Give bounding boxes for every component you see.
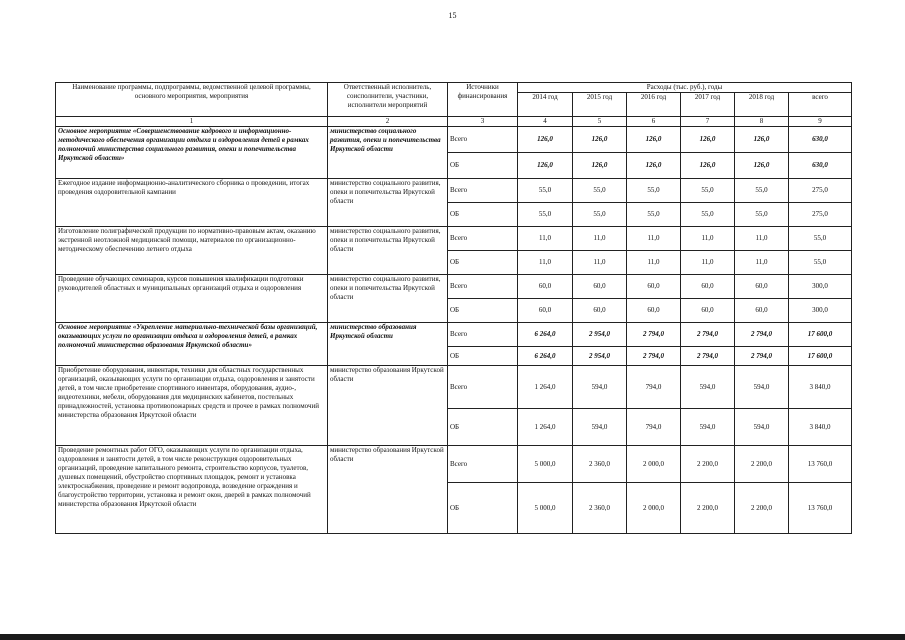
year-value: 2 000,0: [627, 446, 681, 483]
responsible-executor: министерство социального развития, опеки и попечительства Иркутской области: [328, 127, 448, 179]
year-value: 60,0: [573, 299, 627, 323]
header-year: 2014 год: [518, 93, 573, 117]
total-value: 630,0: [789, 153, 852, 179]
year-value: 2 794,0: [681, 323, 735, 347]
page-number: 15: [448, 11, 457, 20]
year-value: 126,0: [573, 127, 627, 153]
total-value: 17 600,0: [789, 323, 852, 347]
year-value: 594,0: [573, 366, 627, 409]
table-row: [56, 127, 852, 153]
funding-source: ОБ: [448, 251, 518, 275]
total-value: 3 840,0: [789, 366, 852, 409]
total-value: 275,0: [789, 203, 852, 227]
year-value: 2 200,0: [735, 446, 789, 483]
year-value: 1 264,0: [518, 366, 573, 409]
funding-source: ОБ: [448, 483, 518, 534]
column-number: 7: [681, 117, 735, 127]
total-value: 17 600,0: [789, 347, 852, 366]
year-value: 2 794,0: [681, 347, 735, 366]
year-value: 5 000,0: [518, 483, 573, 534]
funding-source: ОБ: [448, 203, 518, 227]
year-value: 594,0: [735, 409, 789, 446]
year-value: 55,0: [681, 179, 735, 203]
year-value: 126,0: [735, 127, 789, 153]
year-value: 594,0: [573, 409, 627, 446]
year-value: 60,0: [735, 275, 789, 299]
year-value: 11,0: [735, 251, 789, 275]
year-value: 126,0: [573, 153, 627, 179]
funding-source: Всего: [448, 366, 518, 409]
year-value: 794,0: [627, 366, 681, 409]
header-year: 2018 год: [735, 93, 789, 117]
budget-table: [55, 82, 852, 534]
year-value: 55,0: [573, 179, 627, 203]
responsible-executor: министерство социального развития, опеки и попечительства Иркутской области: [328, 275, 448, 323]
year-value: 2 794,0: [735, 347, 789, 366]
year-value: 1 264,0: [518, 409, 573, 446]
header-year: 2015 год: [573, 93, 627, 117]
year-value: 2 360,0: [573, 446, 627, 483]
responsible-executor: министерство образования Иркутской области: [328, 446, 448, 534]
funding-source: ОБ: [448, 409, 518, 446]
year-value: 55,0: [573, 203, 627, 227]
header-year: 2016 год: [627, 93, 681, 117]
table-row: [56, 179, 852, 203]
column-number: 3: [448, 117, 518, 127]
funding-source: Всего: [448, 275, 518, 299]
total-value: 630,0: [789, 127, 852, 153]
funding-source: Всего: [448, 323, 518, 347]
year-value: 55,0: [735, 203, 789, 227]
year-value: 794,0: [627, 409, 681, 446]
activity-name: Изготовление полиграфической продукции по нормативно-правовым актам, оказанию экстренной неотложной медицинской помощи, материалов по организационно-методическому обеспечению летнего отдыха: [56, 227, 328, 275]
table-row: [56, 446, 852, 483]
year-value: 2 794,0: [735, 323, 789, 347]
total-value: 55,0: [789, 227, 852, 251]
activity-name: Основное мероприятие «Укрепление материально-технической базы организаций, оказывающих услуги по организации отдыха и оздоровления детей, в рамках полномочий министерства образования Иркутской области»: [56, 323, 328, 366]
year-value: 11,0: [518, 227, 573, 251]
year-value: 2 000,0: [627, 483, 681, 534]
funding-source: ОБ: [448, 347, 518, 366]
activity-name: Ежегодное издание информационно-аналитического сборника о проведении, итогах проведения оздоровительной кампании: [56, 179, 328, 227]
column-number: 9: [789, 117, 852, 127]
scan-bottom-edge: [0, 634, 905, 640]
year-value: 2 794,0: [627, 347, 681, 366]
year-value: 55,0: [627, 203, 681, 227]
responsible-executor: министерство социального развития, опеки и попечительства Иркутской области: [328, 227, 448, 275]
year-value: 2 200,0: [681, 446, 735, 483]
year-value: 60,0: [735, 299, 789, 323]
responsible-executor: министерство образования Иркутской области: [328, 366, 448, 446]
year-value: 6 264,0: [518, 323, 573, 347]
total-value: 55,0: [789, 251, 852, 275]
year-value: 60,0: [681, 299, 735, 323]
year-value: 11,0: [573, 227, 627, 251]
funding-source: Всего: [448, 446, 518, 483]
year-value: 126,0: [518, 127, 573, 153]
year-value: 11,0: [627, 227, 681, 251]
funding-source: Всего: [448, 227, 518, 251]
year-value: 55,0: [627, 179, 681, 203]
total-value: 300,0: [789, 275, 852, 299]
year-value: 2 200,0: [681, 483, 735, 534]
year-value: 11,0: [681, 251, 735, 275]
year-value: 2 954,0: [573, 347, 627, 366]
year-value: 126,0: [627, 127, 681, 153]
year-value: 60,0: [518, 275, 573, 299]
year-value: 60,0: [681, 275, 735, 299]
year-value: 5 000,0: [518, 446, 573, 483]
year-value: 60,0: [627, 299, 681, 323]
column-number: 8: [735, 117, 789, 127]
year-value: 594,0: [681, 366, 735, 409]
year-value: 126,0: [627, 153, 681, 179]
column-number: 4: [518, 117, 573, 127]
activity-name: Проведение ремонтных работ ОГО, оказывающих услуги по организации отдыха, оздоровления и занятости детей, в том числе реконструкция оздоровительных организаций, проведение капитального ремонта, строительство корпусов, туалетов, душевых помещений, обустройство спортивных площадок, ремонт и установка электроснабжения, проведение и ремонт водопровода, возведение ограждения и благоустройство территории, установка и ремонт окон, дверей в рамках полномочий министерства образования Иркутской области: [56, 446, 328, 534]
year-value: 55,0: [681, 203, 735, 227]
table-row: [56, 323, 852, 347]
header-name-column: Наименование программы, подпрограммы, ведомственной целевой программы, основного мероприятия, мероприятия: [56, 83, 328, 117]
table-row: [56, 227, 852, 251]
table-row: [56, 275, 852, 299]
total-value: 3 840,0: [789, 409, 852, 446]
funding-source: ОБ: [448, 299, 518, 323]
year-value: 2 954,0: [573, 323, 627, 347]
total-value: 300,0: [789, 299, 852, 323]
activity-name: Приобретение оборудования, инвентаря, техники для областных государственных организаций, оказывающих услуги по организации отдыха, оздоровления и занятости детей, в том числе приобретение спортивного инвентаря, оборудования, аудио-, видеотехники, мебели, оборудования для медицинских кабинетов, постельных принадлежностей, установка противопожарных средств и прочее в рамках полномочий министерства образования Иркутской области: [56, 366, 328, 446]
funding-source: Всего: [448, 127, 518, 153]
year-value: 11,0: [735, 227, 789, 251]
year-value: 11,0: [627, 251, 681, 275]
activity-name: Проведение обучающих семинаров, курсов повышения квалификации подготовки руководителей областных и муниципальных организаций отдыха и оздоровления: [56, 275, 328, 323]
year-value: 126,0: [681, 127, 735, 153]
header-source-column: Источники финансирования: [448, 83, 518, 117]
year-value: 55,0: [735, 179, 789, 203]
column-number: 6: [627, 117, 681, 127]
funding-source: Всего: [448, 179, 518, 203]
year-value: 60,0: [518, 299, 573, 323]
year-value: 126,0: [518, 153, 573, 179]
column-number: 5: [573, 117, 627, 127]
responsible-executor: министерство социального развития, опеки и попечительства Иркутской области: [328, 179, 448, 227]
year-value: 11,0: [573, 251, 627, 275]
column-number: 2: [328, 117, 448, 127]
total-value: 13 760,0: [789, 483, 852, 534]
year-value: 594,0: [735, 366, 789, 409]
column-number: 1: [56, 117, 328, 127]
header-total: всего: [789, 93, 852, 117]
year-value: 2 360,0: [573, 483, 627, 534]
year-value: 60,0: [573, 275, 627, 299]
table-row: [56, 366, 852, 409]
year-value: 2 794,0: [627, 323, 681, 347]
year-value: 126,0: [681, 153, 735, 179]
total-value: 275,0: [789, 179, 852, 203]
year-value: 6 264,0: [518, 347, 573, 366]
funding-source: ОБ: [448, 153, 518, 179]
column-number-row: [56, 117, 852, 127]
header-expenses: Расходы (тыс. руб.), годы: [518, 83, 852, 93]
year-value: 594,0: [681, 409, 735, 446]
year-value: 2 200,0: [735, 483, 789, 534]
year-value: 55,0: [518, 203, 573, 227]
year-value: 126,0: [735, 153, 789, 179]
responsible-executor: министерство образования Иркутской области: [328, 323, 448, 366]
header-responsible-column: Ответственный исполнитель, соисполнители, участники, исполнители мероприятий: [328, 83, 448, 117]
year-value: 11,0: [681, 227, 735, 251]
header-year: 2017 год: [681, 93, 735, 117]
year-value: 60,0: [627, 275, 681, 299]
year-value: 11,0: [518, 251, 573, 275]
activity-name: Основное мероприятие «Совершенствование кадрового и информационно-методического обеспечения организации отдыха и оздоровления детей в рамках полномочий министерства социального развития, опеки и попечительства Иркутской области»: [56, 127, 328, 179]
total-value: 13 760,0: [789, 446, 852, 483]
year-value: 55,0: [518, 179, 573, 203]
